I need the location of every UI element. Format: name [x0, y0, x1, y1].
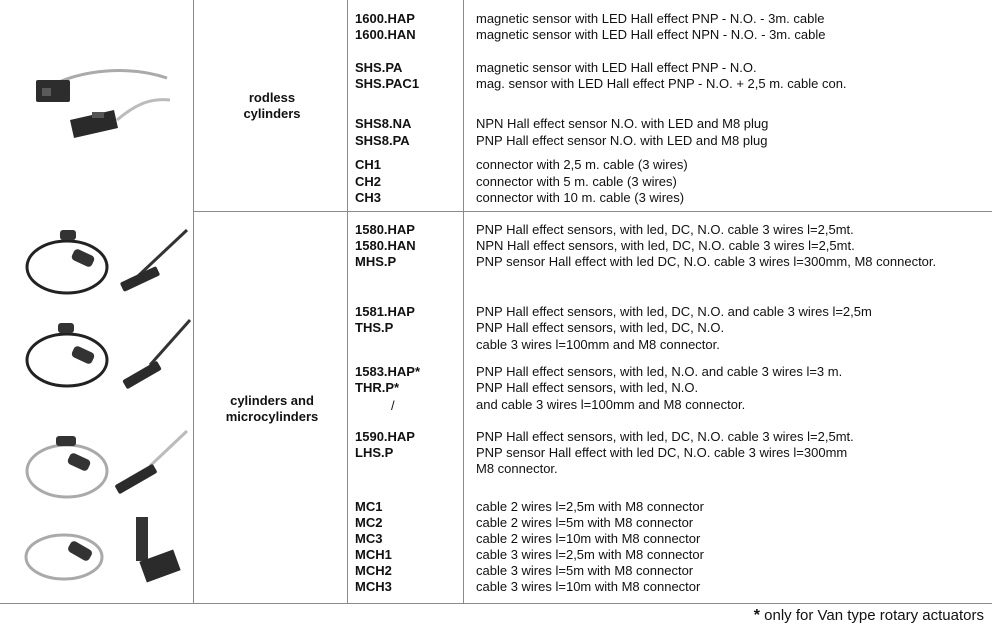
footnote-asterisk: *	[753, 607, 760, 624]
product-description: cable 2 wires l=2,5m with M8 connector	[476, 499, 704, 514]
product-description: cable 3 wires l=10m with M8 connector	[476, 579, 701, 594]
product-description: PNP Hall effect sensors, with led, N.O. and cable 3 wires l=3 m.	[476, 364, 843, 379]
product-description: NPN Hall effect sensor N.O. with LED and M8 plug	[476, 116, 769, 131]
product-code: MC3	[355, 531, 383, 546]
product-code: THS.P	[355, 320, 394, 335]
product-description: and cable 3 wires l=100mm and M8 connector.	[476, 397, 746, 412]
product-description: connector with 10 m. cable (3 wires)	[476, 190, 685, 205]
product-code: 1600.HAP	[355, 11, 415, 26]
product-description: PNP Hall effect sensors, with led, DC, N.O. cable 3 wires l=2,5mt.	[476, 429, 854, 444]
product-code: SHS.PAC1	[355, 76, 420, 91]
product-description: PNP Hall effect sensors, with led, DC, N.O. cable 3 wires l=2,5mt.	[476, 222, 854, 237]
product-code: MC2	[355, 515, 383, 530]
product-description: magnetic sensor with LED Hall effect NPN - N.O. - 3m. cable	[476, 27, 826, 42]
product-description: NPN Hall effect sensors, with led, DC, N.O. cable 3 wires l=2,5mt.	[476, 238, 855, 253]
product-description: PNP sensor Hall effect with led DC, N.O. cable 3 wires l=300mm, M8 connector.	[476, 254, 937, 269]
product-code: MCH2	[355, 563, 392, 578]
product-description: cable 3 wires l=5m with M8 connector	[476, 563, 694, 578]
product-description: cable 3 wires l=100mm and M8 connector.	[476, 337, 720, 352]
product-code: SHS8.PA	[355, 133, 410, 148]
product-code: 1583.HAP*	[355, 364, 421, 379]
product-code: MHS.P	[355, 254, 397, 269]
product-code: 1581.HAP	[355, 304, 415, 319]
product-code: 1580.HAN	[355, 238, 416, 253]
product-description: PNP sensor Hall effect with led DC, N.O. cable 3 wires l=300mm	[476, 445, 848, 460]
footnote-text: only for Van type rotary actuators	[760, 607, 984, 624]
product-code: SHS.PA	[355, 60, 403, 75]
product-code: MC1	[355, 499, 383, 514]
product-code: CH3	[355, 190, 382, 205]
product-code: MCH3	[355, 579, 392, 594]
product-code: 1600.HAN	[355, 27, 416, 42]
product-description: PNP Hall effect sensors, with led, DC, N.O.	[476, 320, 725, 335]
code-separator: /	[391, 398, 395, 413]
product-code: CH1	[355, 157, 382, 172]
product-description: cable 2 wires l=5m with M8 connector	[476, 515, 694, 530]
category-rodless-cylinders: rodless cylinders	[243, 90, 301, 121]
sensor-1580-image	[22, 222, 192, 312]
product-code: SHS8.NA	[355, 116, 412, 131]
product-description: magnetic sensor with LED Hall effect PNP - N.O.	[476, 60, 757, 75]
sensor-1581-image	[22, 315, 192, 405]
column-divider-category	[347, 0, 348, 604]
product-description: magnetic sensor with LED Hall effect PNP - N.O. - 3m. cable	[476, 11, 825, 26]
product-description: mag. sensor with LED Hall effect PNP - N.O. + 2,5 m. cable con.	[476, 76, 847, 91]
product-description: connector with 2,5 m. cable (3 wires)	[476, 157, 688, 172]
rodless-sensor-image	[22, 58, 172, 158]
product-description: connector with 5 m. cable (3 wires)	[476, 174, 677, 189]
product-code: LHS.P	[355, 445, 394, 460]
section-divider	[193, 211, 992, 212]
product-code: 1590.HAP	[355, 429, 415, 444]
product-description: PNP Hall effect sensor N.O. with LED and M8 plug	[476, 133, 768, 148]
product-description: PNP Hall effect sensors, with led, DC, N.O. and cable 3 wires l=2,5m	[476, 304, 872, 319]
column-divider-left	[193, 0, 194, 604]
category-cylinders-microcylinders: cylinders and microcylinders	[225, 393, 319, 424]
product-description: M8 connector.	[476, 461, 558, 476]
column-divider-code	[463, 0, 464, 604]
product-description: cable 3 wires l=2,5m with M8 connector	[476, 547, 704, 562]
product-code: 1580.HAP	[355, 222, 415, 237]
product-description: cable 2 wires l=10m with M8 connector	[476, 531, 701, 546]
product-code: MCH1	[355, 547, 392, 562]
product-description: PNP Hall effect sensors, with led, N.O.	[476, 380, 699, 395]
product-code: CH2	[355, 174, 382, 189]
table-bottom-rule	[0, 603, 992, 604]
sensor-1583-image	[22, 426, 192, 516]
product-code: THR.P*	[355, 380, 400, 395]
footnote	[754, 607, 984, 625]
sensor-1590-image	[22, 515, 192, 600]
